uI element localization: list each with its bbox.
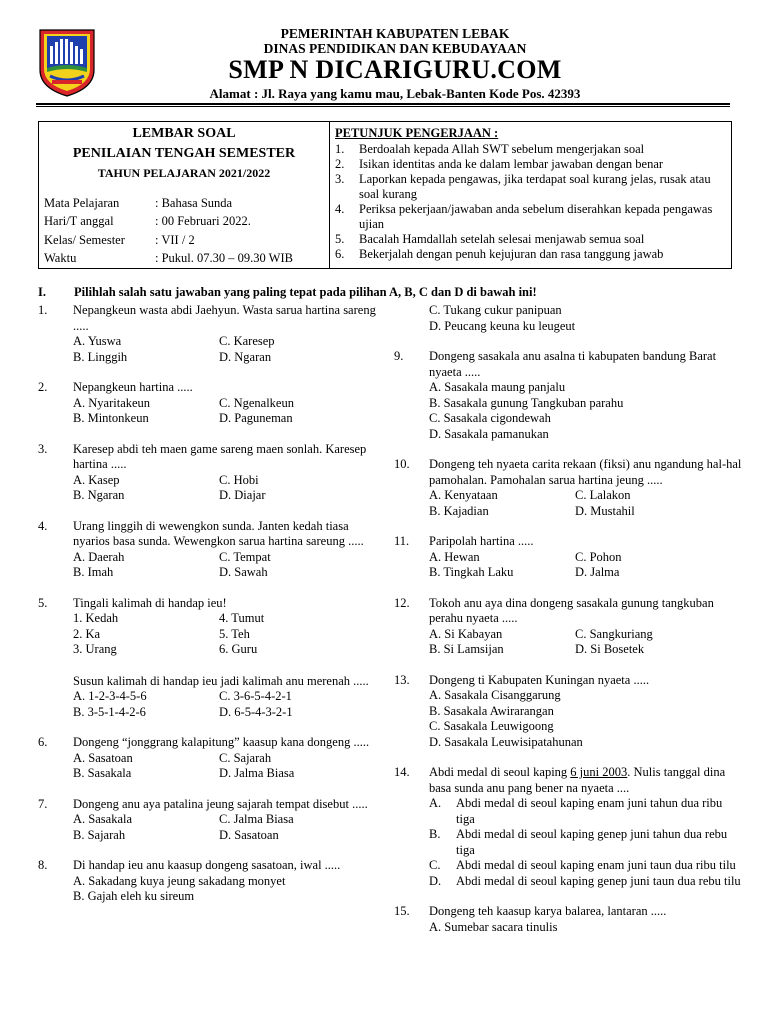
instruction-number: 6. bbox=[335, 247, 345, 261]
meta-label: Hari/T anggal bbox=[44, 214, 114, 228]
option: D. Paguneman bbox=[219, 411, 293, 425]
meta-value: : Pukul. 07.30 – 09.30 WIB bbox=[155, 251, 293, 265]
instruction-number: 5. bbox=[335, 232, 345, 246]
option: A. Daerah bbox=[73, 549, 125, 564]
answer-options bbox=[73, 812, 388, 843]
answer-options bbox=[429, 688, 744, 750]
question-number: 8. bbox=[38, 858, 48, 872]
option: C. Lalakon bbox=[575, 488, 631, 502]
question-11 bbox=[394, 534, 744, 581]
question-stem: Tingali kalimah di handap ieu! bbox=[73, 595, 227, 610]
sheet-title: LEMBAR SOAL bbox=[132, 126, 236, 141]
question-stem: Tokoh anu aya dina dongeng sasakala gunung tangkuban perahu nyaeta ..... bbox=[429, 595, 714, 625]
answer-options bbox=[429, 920, 744, 936]
question-stem: Dongeng sasakala anu asalna ti kabupaten bandung Barat nyaeta ..... bbox=[429, 349, 717, 379]
question-number: 10. bbox=[394, 457, 410, 471]
instructions-panel bbox=[331, 122, 731, 268]
instruction-text: Berdoalah kepada Allah SWT sebelum mengerjakan soal bbox=[359, 142, 645, 156]
word-list bbox=[73, 611, 388, 658]
question-8-continued bbox=[394, 303, 744, 334]
option: B. Linggih bbox=[73, 349, 128, 364]
answer-options bbox=[429, 796, 744, 889]
question-stem: Nepangkeun wasta abdi Jaehyun. Wasta sarua hartina sareng ..... bbox=[73, 303, 376, 333]
option: C. Ngenalkeun bbox=[219, 395, 294, 410]
instruction-text: Isikan identitas anda ke dalam lembar jawaban dengan benar bbox=[359, 157, 664, 171]
option: D. Jalma bbox=[575, 565, 620, 579]
answer-options bbox=[73, 874, 388, 905]
option: C. Karesep bbox=[219, 334, 275, 348]
option: A. Sasatoan bbox=[73, 750, 133, 765]
stem-part: Abdi medal di seoul kaping bbox=[429, 765, 571, 779]
question-stem: Dongeng teh nyaeta carita rekaan (fiksi) anu ngandung hal-hal pamohalan. Pamohalan sarua hartina jeung ..... bbox=[429, 457, 742, 487]
option: B. Imah bbox=[73, 565, 114, 579]
option: D. Ngaran bbox=[219, 349, 272, 364]
instruction-number: 4. bbox=[335, 202, 345, 216]
question-10 bbox=[394, 457, 744, 519]
instruction-item bbox=[335, 232, 731, 247]
option-letter: C. bbox=[429, 858, 441, 872]
option bbox=[429, 827, 744, 858]
sheet-subtitle: PENILAIAN TENGAH SEMESTER bbox=[72, 146, 296, 161]
instructions-list bbox=[335, 142, 731, 262]
option: B. Ngaran bbox=[73, 488, 125, 502]
meta-value: : VII / 2 bbox=[155, 233, 195, 247]
question-stem: Dongeng anu aya patalina jeung sajarah tempat disebut ..... bbox=[73, 796, 368, 811]
answer-options bbox=[73, 334, 388, 365]
question-number: 11. bbox=[394, 534, 410, 548]
option: B. 3-5-1-4-2-6 bbox=[73, 704, 146, 719]
question-stem: Karesep abdi teh maen game sareng maen sonlah. Karesep hartina ..... bbox=[73, 441, 367, 471]
government-line: PEMERINTAH KABUPATEN LEBAK bbox=[280, 26, 510, 41]
option-letter: D. bbox=[429, 873, 442, 888]
question-7 bbox=[38, 797, 388, 844]
option: D. Peucang keuna ku leugeut bbox=[429, 318, 576, 333]
word-item: 3. Urang bbox=[73, 642, 117, 656]
department-line: DINAS PENDIDIKAN DAN KEBUDAYAAN bbox=[263, 41, 527, 56]
question-stem: Nepangkeun hartina ..... bbox=[73, 380, 193, 394]
option: C. 3-6-5-4-2-1 bbox=[219, 689, 292, 703]
question-12 bbox=[394, 596, 744, 658]
question-1 bbox=[38, 303, 388, 365]
option: A. Sakadang kuya jeung sakadang monyet bbox=[73, 873, 286, 888]
option: B. Mintonkeun bbox=[73, 411, 149, 425]
option: D. 6-5-4-3-2-1 bbox=[219, 704, 293, 719]
letterhead-rule-thin bbox=[36, 106, 730, 107]
option: D. Sasatoan bbox=[219, 827, 279, 842]
question-number: 6. bbox=[38, 735, 48, 749]
question-stem: Urang linggih di wewengkon sunda. Janten kedah tiasa nyarios basa sunda. Wewengkon sarua hartina sareung ..... bbox=[73, 518, 364, 548]
question-number: 2. bbox=[38, 380, 48, 394]
question-14 bbox=[394, 765, 744, 889]
option-text: Abdi medal di seoul kaping genep juni taun dua rebu tilu bbox=[456, 873, 741, 888]
instruction-item bbox=[335, 142, 731, 157]
word-item: 4. Tumut bbox=[219, 611, 265, 625]
option-letter: A. bbox=[429, 796, 442, 810]
option: B. Sasakala Awirarangan bbox=[429, 703, 554, 718]
instruction-text: Laporkan kepada pengawas, jika terdapat soal kurang jelas, rusak atau soal kurang bbox=[359, 172, 711, 201]
option-text: Abdi medal di seoul kaping enam juni taun dua ribu tilu bbox=[456, 858, 736, 872]
option: A. 1-2-3-4-5-6 bbox=[73, 689, 147, 703]
answer-options bbox=[429, 488, 744, 519]
question-13 bbox=[394, 673, 744, 751]
meta-label: Mata Pelajaran bbox=[44, 196, 120, 210]
option: B. Sajarah bbox=[73, 827, 126, 842]
option: D. Sawah bbox=[219, 565, 268, 579]
questions-right-column bbox=[394, 303, 744, 935]
instruction-item bbox=[335, 172, 731, 202]
question-3 bbox=[38, 442, 388, 504]
exam-info-box bbox=[38, 121, 732, 269]
instruction-item bbox=[335, 202, 731, 232]
underlined-date: 6 juni 2003 bbox=[570, 765, 628, 779]
option-letter: B. bbox=[429, 827, 441, 841]
question-4 bbox=[38, 519, 388, 581]
option: A. Kenyataan bbox=[429, 488, 498, 502]
regency-logo-icon bbox=[36, 26, 98, 98]
question-number: 13. bbox=[394, 672, 410, 687]
option bbox=[429, 874, 744, 890]
option bbox=[429, 858, 744, 874]
question-stem: Di handap ieu anu kaasup dongeng sasatoan, iwal ..... bbox=[73, 858, 341, 872]
question-number: 1. bbox=[38, 303, 48, 317]
section-number: I. bbox=[38, 285, 46, 299]
question-2 bbox=[38, 380, 388, 427]
stem-part: . Nulis tanggal dina basa sunda anu pang bener na nyaeta .... bbox=[429, 765, 726, 795]
letterhead bbox=[0, 0, 768, 110]
answer-options bbox=[429, 380, 744, 442]
option: C. Pohon bbox=[575, 549, 622, 564]
question-stem: Dongeng teh kaasup karya balarea, lantaran ..... bbox=[429, 904, 667, 918]
answer-options bbox=[429, 303, 744, 334]
option: B. Tingkah Laku bbox=[429, 565, 514, 579]
question-stem: Paripolah hartina ..... bbox=[429, 534, 534, 548]
question-number: 7. bbox=[38, 796, 48, 811]
option: B. Gajah eleh ku sireum bbox=[73, 889, 195, 903]
questions-left-column bbox=[38, 303, 388, 905]
option: B. Si Lamsijan bbox=[429, 642, 504, 656]
meta-label: Kelas/ Semester bbox=[44, 233, 125, 247]
academic-year: TAHUN PELAJARAN 2021/2022 bbox=[97, 166, 271, 180]
option: A. Sasakala Cisanggarung bbox=[429, 688, 561, 702]
question-number: 5. bbox=[38, 595, 48, 610]
question-stem bbox=[429, 765, 744, 796]
answer-options bbox=[429, 627, 744, 658]
instruction-item bbox=[335, 157, 731, 172]
option: D. Mustahil bbox=[575, 503, 635, 518]
instruction-text: Bekerjalah dengan penuh kejujuran dan rasa tanggung jawab bbox=[359, 247, 664, 261]
option: B. Sasakala gunung Tangkuban parahu bbox=[429, 395, 624, 410]
option: A. Yuswa bbox=[73, 334, 122, 348]
word-item: 1. Kedah bbox=[73, 611, 119, 625]
question-15 bbox=[394, 904, 744, 935]
question-8 bbox=[38, 858, 388, 905]
option: C. Tempat bbox=[219, 549, 271, 564]
option-text: Abdi medal di seoul kaping genep juni tahun dua rebu tiga bbox=[456, 827, 728, 857]
word-item: 6. Guru bbox=[219, 642, 258, 656]
question-stem: Dongeng ti Kabupaten Kuningan nyaeta ..... bbox=[429, 672, 650, 687]
option: A. Kasep bbox=[73, 472, 120, 487]
question-stem-2: Susun kalimah di handap ieu jadi kalimah anu merenah ..... bbox=[73, 673, 369, 688]
question-number: 15. bbox=[394, 904, 410, 918]
question-number: 14. bbox=[394, 765, 410, 779]
instruction-text: Periksa pekerjaan/jawaban anda sebelum diserahkan kepada pengawas ujian bbox=[359, 202, 713, 231]
instruction-number: 2. bbox=[335, 157, 345, 171]
meta-value: : Bahasa Sunda bbox=[155, 196, 233, 210]
instructions-title: PETUNJUK PENGERJAAN : bbox=[335, 126, 499, 140]
option: B. Sasakala bbox=[73, 766, 132, 780]
option: A. Si Kabayan bbox=[429, 626, 503, 641]
option: C. Jalma Biasa bbox=[219, 812, 294, 826]
question-number: 3. bbox=[38, 441, 48, 456]
question-number: 4. bbox=[38, 518, 48, 533]
meta-label: Waktu bbox=[44, 251, 77, 265]
letterhead-rule-thick bbox=[36, 103, 730, 105]
option: A. Sasakala maung panjalu bbox=[429, 380, 566, 394]
school-address: Alamat : Jl. Raya yang kamu mau, Lebak-Banten Kode Pos. 42393 bbox=[209, 86, 581, 101]
info-divider bbox=[329, 122, 330, 268]
option: D. Sasakala pamanukan bbox=[429, 426, 549, 441]
option: B. Kajadian bbox=[429, 503, 489, 518]
option: D. Si Bosetek bbox=[575, 642, 645, 656]
question-number: 12. bbox=[394, 595, 410, 610]
meta-value: : 00 Februari 2022. bbox=[155, 214, 251, 228]
question-number: 9. bbox=[394, 349, 404, 363]
section-instruction: Pilihlah salah satu jawaban yang paling tepat pada pilihan A, B, C dan D di bawah ini! bbox=[74, 285, 537, 299]
answer-options bbox=[73, 473, 388, 504]
option: A. Hewan bbox=[429, 549, 480, 564]
option: A. Sasakala bbox=[73, 812, 133, 826]
option: D. Sasakala Leuwisipatahunan bbox=[429, 734, 583, 749]
option: A. Nyaritakeun bbox=[73, 395, 151, 410]
option: C. Sajarah bbox=[219, 750, 272, 765]
word-item: 5. Teh bbox=[219, 626, 250, 641]
word-item: 2. Ka bbox=[73, 626, 101, 641]
answer-options bbox=[73, 396, 388, 427]
answer-options bbox=[73, 550, 388, 581]
instruction-text: Bacalah Hamdallah setelah selesai menjawab semua soal bbox=[359, 232, 645, 246]
option: D. Jalma Biasa bbox=[219, 766, 295, 780]
instruction-number: 1. bbox=[335, 142, 345, 156]
question-9 bbox=[394, 349, 744, 442]
instruction-item bbox=[335, 247, 731, 262]
option: D. Diajar bbox=[219, 488, 266, 502]
option: C. Sasakala cigondewah bbox=[429, 411, 551, 425]
option-text: Abdi medal di seoul kaping enam juni tahun dua ribu tiga bbox=[456, 796, 723, 826]
school-name: SMP N DICARIGURU.COM bbox=[228, 55, 562, 84]
answer-options bbox=[73, 751, 388, 782]
option bbox=[429, 796, 744, 827]
option: C. Hobi bbox=[219, 472, 259, 487]
question-6 bbox=[38, 735, 388, 782]
question-stem: Dongeng “jonggrang kalapitung” kaasup kana dongeng ..... bbox=[73, 735, 370, 749]
option: C. Sangkuriang bbox=[575, 626, 653, 641]
instruction-number: 3. bbox=[335, 172, 345, 186]
answer-options bbox=[429, 550, 744, 581]
exam-identity-panel bbox=[39, 122, 329, 268]
option: C. Sasakala Leuwigoong bbox=[429, 719, 554, 733]
question-5 bbox=[38, 596, 388, 721]
option: C. Tukang cukur panipuan bbox=[429, 303, 562, 317]
answer-options bbox=[73, 689, 388, 720]
option: A. Sumebar sacara tinulis bbox=[429, 919, 558, 934]
